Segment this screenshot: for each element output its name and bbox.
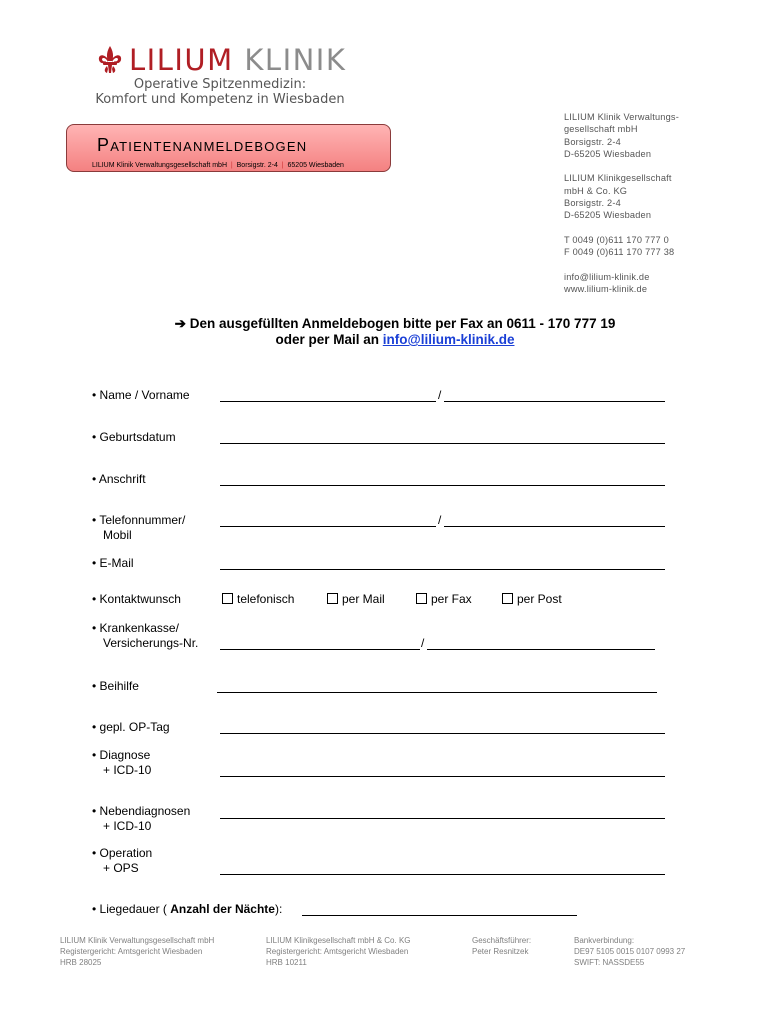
footer-col-1 — [60, 935, 214, 968]
footer-line: Peter Resnitzek — [472, 947, 529, 956]
address-line: gesellschaft mbH — [564, 124, 638, 135]
checkbox-label: telefonisch — [237, 592, 295, 606]
liegedauer-prefix: • Liegedauer ( — [92, 902, 167, 916]
title-subline: LILIUM Klinik Verwaltungsgesellschaft mbH | Borsigstr. 2-4 | 65205 Wiesbaden — [92, 162, 344, 169]
address-line: Borsigstr. 2-4 — [564, 198, 621, 209]
label-telefon: • Telefonnummer/ — [92, 513, 186, 527]
label-anschrift: • Anschrift — [92, 472, 146, 486]
mobil-input[interactable] — [444, 526, 665, 527]
anschrift-input[interactable] — [220, 485, 665, 486]
footer-line: HRB 28025 — [60, 958, 102, 967]
address-line: D-65205 Wiesbaden — [564, 210, 652, 221]
label-liegedauer — [92, 902, 282, 917]
checkbox-label: per Fax — [431, 592, 472, 606]
address-line: T 0049 (0)611 170 777 0 — [564, 234, 669, 245]
footer-col-3 — [472, 935, 531, 957]
nebendiagnosen-input[interactable] — [220, 818, 665, 819]
email-input[interactable] — [220, 569, 665, 570]
tagline-line-2: Komfort und Kompetenz in Wiesbaden — [95, 92, 345, 107]
label-name: • Name / Vorname — [92, 388, 190, 402]
instruction-line-1: ➔ Den ausgefüllten Anmeldebogen bitte per Fax an 0611 - 170 777 19 — [174, 316, 616, 331]
form-title-box — [66, 124, 391, 172]
label-operation: • Operation — [92, 846, 153, 860]
title-sub-company: LILIUM Klinik Verwaltungsgesellschaft mbH — [92, 162, 228, 169]
form-title: Patientenanmeldebogen — [97, 135, 308, 155]
checkbox-box[interactable] — [502, 593, 513, 604]
checkbox-per-post[interactable] — [502, 592, 562, 606]
logo-klinik: KLINIK — [244, 43, 347, 77]
logo — [97, 40, 346, 80]
address-line — [564, 259, 679, 271]
sender-address — [564, 111, 679, 295]
footer-col-2 — [266, 935, 411, 968]
liegedauer-input[interactable] — [302, 915, 577, 916]
footer-line: LILIUM Klinikgesellschaft mbH & Co. KG — [266, 936, 411, 945]
label-nebendiagnosen: • Nebendiagnosen — [92, 804, 191, 818]
footer-col-4 — [574, 935, 685, 968]
footer-line: LILIUM Klinik Verwaltungsgesellschaft mbH — [60, 936, 215, 945]
name-input[interactable] — [220, 401, 436, 402]
checkbox-box[interactable] — [416, 593, 427, 604]
title-sub-city: 65205 Wiesbaden — [287, 162, 344, 169]
email-link[interactable]: info@lilium-klinik.de — [382, 332, 515, 347]
geburtsdatum-input[interactable] — [220, 443, 665, 444]
address-line: info@lilium-klinik.de — [564, 271, 650, 282]
label-ops: + OPS — [103, 861, 139, 875]
footer-line: Registergericht: Amtsgericht Wiesbaden — [266, 947, 409, 956]
diagnose-input[interactable] — [220, 776, 665, 777]
checkbox-per-fax[interactable] — [416, 592, 472, 606]
checkbox-box[interactable] — [222, 593, 233, 604]
label-geburtsdatum: • Geburtsdatum — [92, 430, 176, 444]
label-diagnose-icd: + ICD-10 — [103, 763, 152, 777]
address-line — [564, 222, 679, 234]
footer-line: Geschäftsführer: — [472, 936, 532, 945]
liegedauer-bold: Anzahl der Nächte — [170, 902, 275, 916]
logo-wordmark — [129, 44, 346, 76]
checkbox-box[interactable] — [327, 593, 338, 604]
label-op-tag: • gepl. OP-Tag — [92, 720, 170, 734]
logo-lilium: LILIUM — [129, 43, 234, 77]
footer-line: HRB 10211 — [266, 958, 307, 967]
address-line: Borsigstr. 2-4 — [564, 136, 621, 147]
checkbox-per-mail[interactable] — [327, 592, 385, 606]
address-line: www.lilium-klinik.de — [564, 284, 648, 295]
logo-tagline — [95, 77, 345, 107]
label-kontaktwunsch: • Kontaktwunsch — [92, 592, 181, 606]
name-separator: / — [438, 388, 442, 402]
title-sub-street: Borsigstr. 2-4 — [236, 162, 278, 169]
vorname-input[interactable] — [444, 401, 665, 402]
label-krankenkasse: • Krankenkasse/ — [92, 621, 179, 635]
label-beihilfe: • Beihilfe — [92, 679, 139, 693]
krankenkasse-input[interactable] — [220, 649, 420, 650]
telefon-separator: / — [438, 513, 442, 527]
address-line: LILIUM Klinik Verwaltungs- — [564, 112, 679, 122]
footer-line: DE97 5105 0015 0107 0993 27 — [574, 947, 686, 956]
tagline-line-1: Operative Spitzenmedizin: — [133, 77, 307, 92]
address-line — [564, 160, 679, 172]
label-neben-icd: + ICD-10 — [103, 819, 152, 833]
address-line: LILIUM Klinikgesellschaft — [564, 173, 672, 184]
label-versicherungs-nr: Versicherungs-Nr. — [103, 636, 199, 650]
footer-line: Registergericht: Amtsgericht Wiesbaden — [60, 947, 203, 956]
fleur-de-lis-icon — [97, 45, 123, 75]
label-mobil: Mobil — [103, 528, 132, 542]
address-line: D-65205 Wiesbaden — [564, 148, 652, 159]
operation-input[interactable] — [220, 874, 665, 875]
footer-line: SWIFT: NASSDE55 — [574, 958, 645, 967]
address-line: F 0049 (0)611 170 777 38 — [564, 247, 675, 258]
checkbox-label: per Mail — [342, 592, 385, 606]
telefon-input[interactable] — [220, 526, 436, 527]
label-email: • E-Mail — [92, 556, 134, 570]
instruction-line-2 — [0, 332, 770, 348]
liegedauer-suffix: ): — [274, 902, 283, 916]
checkbox-telefonisch[interactable] — [222, 592, 294, 606]
versicherungs-nr-input[interactable] — [427, 649, 655, 650]
footer-line: Bankverbindung: — [574, 936, 635, 945]
kasse-separator: / — [421, 636, 425, 650]
beihilfe-input[interactable] — [217, 692, 657, 693]
checkbox-label: per Post — [517, 592, 562, 606]
address-line: mbH & Co. KG — [564, 185, 628, 196]
instruction-prefix: oder per Mail an — [275, 332, 383, 347]
label-diagnose: • Diagnose — [92, 748, 151, 762]
op-tag-input[interactable] — [220, 733, 665, 734]
